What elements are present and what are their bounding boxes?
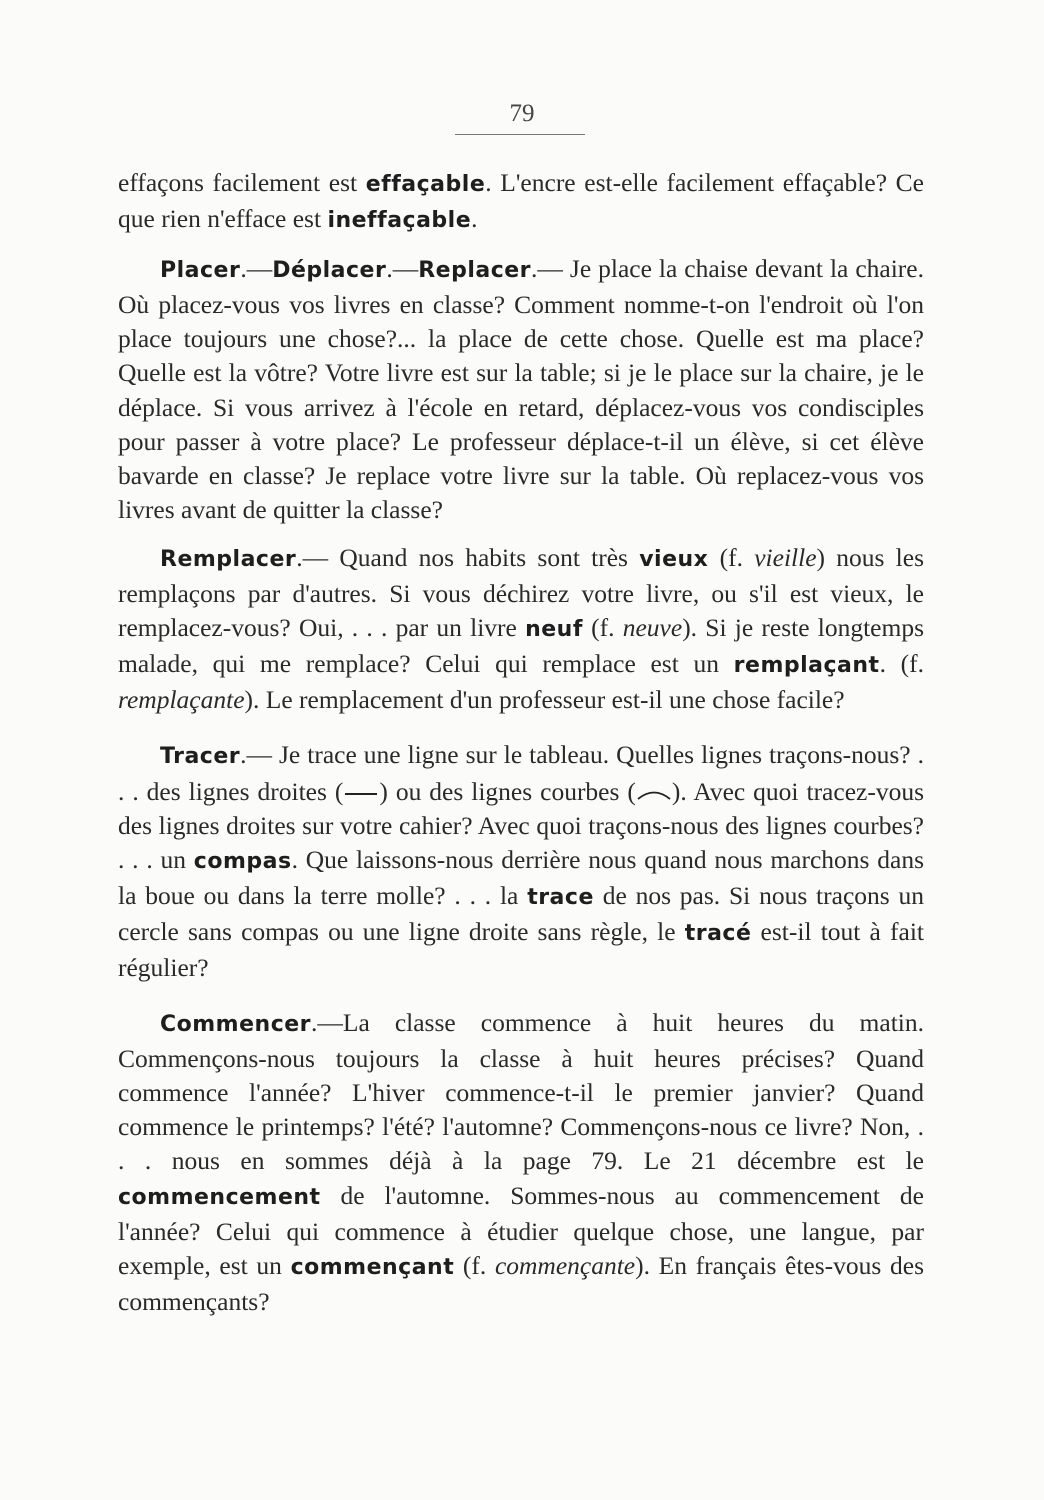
term-commencement: commencement [118, 1184, 321, 1210]
paragraph-commencer: Commencer.—La classe commence à huit heures du matin. Commençons-nous toujours la classe à huit heures précises? Quand commence l'année? L'hiver commence-t-il le premier janvier? Quand commence le printemps? l'été? l'automne? Commençons-nous ce livre? Non, . . . nous en sommes déjà à la page 79. Le 21 décembre est le commencement de l'automne. Sommes-nous au commencement de l'année? Celui qui commence à étudier quelque chose, une langue, par exemple, est un commençant (f. commençante). En français êtes-vous des commençants? [118, 1008, 924, 1316]
term-remplacante: remplaçante [118, 685, 245, 715]
term-commencant: commençant [290, 1254, 455, 1280]
term-neuf: neuf [525, 617, 583, 643]
paragraph-placer: Placer.—Déplacer.—Replacer.— Je place la chaise devant la chaire. Où placez-vous vos livres en classe? Comment nomme-t-on l'endroit où l'on place toujours une chose?... la place de cette chose. Quelle est ma place? Quelle est la vôtre? Votre livre est sur la table; si je le place sur la chaire, je le déplace. Si vous arrivez à l'école en retard, déplacez-vous vos condisciples pour passer à votre place? Le professeur déplace-t-il un élève, si cet élève bavarde en classe? Je replace votre livre sur la table. Où replacez-vous vos livres avant de quitter la classe? [118, 254, 924, 524]
heading-remplacer: Remplacer [160, 546, 297, 572]
term-trace-noun: tracé [684, 920, 752, 946]
paragraph-remplacer: Remplacer.— Quand nos habits sont très vieux (f. vieille) nous les remplaçons par d'autres. Si vous déchirez votre livre, ou s'il est vieux, le remplacez-vous? Oui, . . . par un livre neuf (f. neuve). Si je reste longtemps malade, qui me remplace? Celui qui remplace est un remplaçant. (f. remplaçante). Le remplacement d'un professeur est-il une chose facile? [118, 542, 925, 715]
heading-deplacer: Déplacer [272, 258, 387, 284]
term-effacable: effaçable [365, 172, 486, 197]
term-remplacant: remplaçant [733, 653, 880, 679]
heading-tracer: Tracer [160, 744, 241, 770]
paragraph-effacer: effaçons facilement est effaçable. L'encre est-elle facilement effaçable? Ce que rien n'efface est ineffaçable. [118, 168, 924, 234]
paragraph-tracer: Tracer.— Je trace une ligne sur le tableau. Quelles lignes traçons-nous? . . . des lignes droites ( ) ou des lignes courbes ( ). Avec quoi tracez-vous des lignes droites sur votre cahier? Avec quoi traçons-nous des lignes courbes? . . . un compas. Que laissons-nous derrière nous quand nous marchons dans la boue ou dans la terre molle? . . . la trace de nos pas. Si nous traçons un cercle sans compas ou une ligne droite sans règle, le tracé est-il tout à fait régulier? [118, 740, 925, 982]
term-commencante: commençante [494, 1250, 636, 1280]
term-compas: compas [193, 848, 292, 874]
heading-placer: Placer [160, 258, 241, 284]
page-number: 79 [509, 100, 535, 127]
term-vieille: vieille [754, 542, 817, 572]
term-vieux: vieux [639, 546, 709, 572]
heading-replacer: Replacer [418, 258, 532, 284]
curved-line-icon [636, 786, 672, 802]
term-ineffacable: ineffaçable [327, 208, 472, 234]
header-rule [455, 134, 585, 135]
page-body [118, 166, 924, 1319]
straight-line-icon [343, 786, 379, 802]
term-neuve: neuve [622, 613, 683, 643]
heading-commencer: Commencer [160, 1012, 312, 1038]
term-trace: trace [527, 884, 594, 910]
